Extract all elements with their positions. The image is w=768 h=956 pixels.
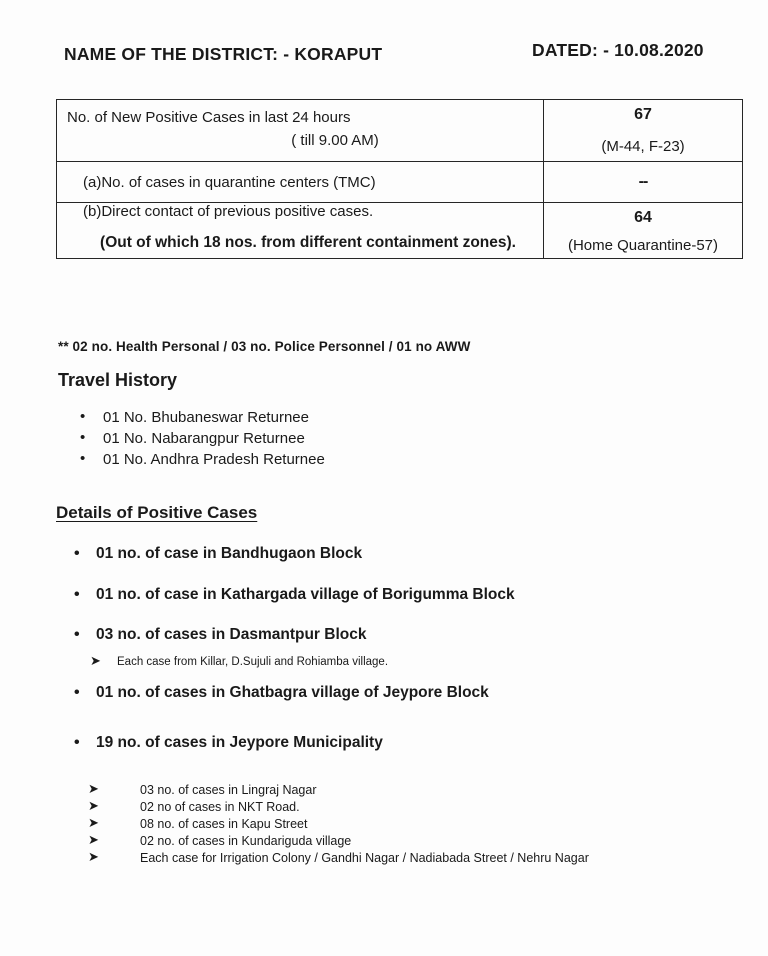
sub-list-item <box>0 799 768 816</box>
bullet-icon: • <box>74 545 80 562</box>
list-item <box>0 734 768 753</box>
containment-zone-note: (Out of which 18 nos. from different containment zones). <box>100 234 516 251</box>
district-name-heading: NAME OF THE DISTRICT: - KORAPUT <box>64 44 383 64</box>
direct-contact-label: (b)Direct contact of previous positive cases. <box>83 203 374 220</box>
positive-cases-list <box>0 545 768 753</box>
muni-item-label: 02 no of cases in NKT Road. <box>140 800 300 814</box>
travel-item-label: 01 No. Bhubaneswar Returnee <box>103 409 309 426</box>
bullet-icon: • <box>74 734 80 752</box>
bullet-icon: • <box>74 626 80 644</box>
arrow-bullet-icon: ➤ <box>88 849 99 864</box>
new-cases-count: 67 <box>634 105 652 123</box>
home-quarantine-count: (Home Quarantine-57) <box>567 236 719 254</box>
arrow-bullet-icon: ➤ <box>88 781 99 796</box>
bullet-icon: • <box>74 683 80 701</box>
summary-table-container <box>56 99 742 259</box>
row-value-new-cases <box>544 100 743 162</box>
list-item <box>0 626 768 645</box>
list-item <box>0 451 768 472</box>
muni-item-label: 08 no. of cases in Kapu Street <box>140 817 308 831</box>
report-date: DATED: - 10.08.2020 <box>532 40 704 60</box>
table-row <box>57 203 743 259</box>
case-item-label: 01 no. of case in Kathargada village of Borigumma Block <box>96 585 515 603</box>
table-row <box>57 162 743 203</box>
case-item-label: 01 no. of cases in Ghatbagra village of Jeypore Block <box>96 683 489 701</box>
bullet-icon: • <box>74 585 80 603</box>
bullet-icon: • <box>80 450 86 467</box>
case-item-label: 03 no. of cases in Dasmantpur Block <box>96 626 367 644</box>
row-value-direct-contact <box>544 203 743 259</box>
travel-history-heading: Travel History <box>58 370 178 390</box>
list-item <box>0 545 768 564</box>
sub-list-item <box>0 833 768 850</box>
direct-contact-count: 64 <box>634 208 652 226</box>
new-cases-label-line1: No. of New Positive Cases in last 24 hours <box>67 109 351 126</box>
travel-item-label: 01 No. Andhra Pradesh Returnee <box>103 451 325 468</box>
jeypore-municipality-breakdown-list <box>0 782 768 867</box>
case-item-label: 19 no. of cases in Jeypore Municipality <box>96 734 383 752</box>
new-cases-label-line2: ( till 9.00 AM) <box>291 131 379 149</box>
arrow-bullet-icon: ➤ <box>88 815 99 830</box>
muni-item-label: 02 no. of cases in Kundariguda village <box>140 834 352 848</box>
sub-list-item <box>0 816 768 833</box>
travel-item-label: 01 No. Nabarangpur Returnee <box>103 430 305 447</box>
case-item-label: 01 no. of case in Bandhugaon Block <box>96 545 363 562</box>
travel-history-list <box>0 409 768 472</box>
new-cases-gender-split: (M-44, F-23) <box>601 137 685 155</box>
bullet-icon: • <box>80 429 86 446</box>
list-item <box>0 409 768 430</box>
list-item <box>0 430 768 451</box>
arrow-bullet-icon: ➤ <box>88 798 99 813</box>
list-item <box>0 684 768 703</box>
arrow-bullet-icon: ➤ <box>90 652 101 668</box>
muni-item-label: 03 no. of cases in Lingraj Nagar <box>140 783 317 797</box>
sub-list-item <box>0 850 768 867</box>
sub-list-item <box>0 652 768 670</box>
row-label-direct-contact <box>57 203 544 259</box>
row-label-new-cases <box>57 100 544 162</box>
dasmantpur-villages-note: Each case from Killar, D.Sujuli and Rohiamba village. <box>117 655 389 668</box>
muni-item-label: Each case for Irrigation Colony / Gandhi Nagar / Nadiabada Street / Nehru Nagar <box>140 851 589 865</box>
row-label-quarantine-centers <box>57 162 544 203</box>
case-summary-table <box>56 99 743 259</box>
quarantine-centers-label: (a)No. of cases in quarantine centers (TMC) <box>83 173 376 191</box>
quarantine-centers-count: -- <box>638 173 648 190</box>
row-value-quarantine-centers <box>544 162 743 203</box>
bullet-icon: • <box>80 408 86 425</box>
details-of-positive-cases-heading: Details of Positive Cases <box>56 503 258 522</box>
personnel-footnote: ** 02 no. Health Personal / 03 no. Police Personnel / 01 no AWW <box>58 339 471 354</box>
document-header <box>0 40 768 78</box>
sub-list-item <box>0 782 768 799</box>
list-item <box>0 586 768 605</box>
table-row <box>57 100 743 162</box>
arrow-bullet-icon: ➤ <box>88 832 99 847</box>
